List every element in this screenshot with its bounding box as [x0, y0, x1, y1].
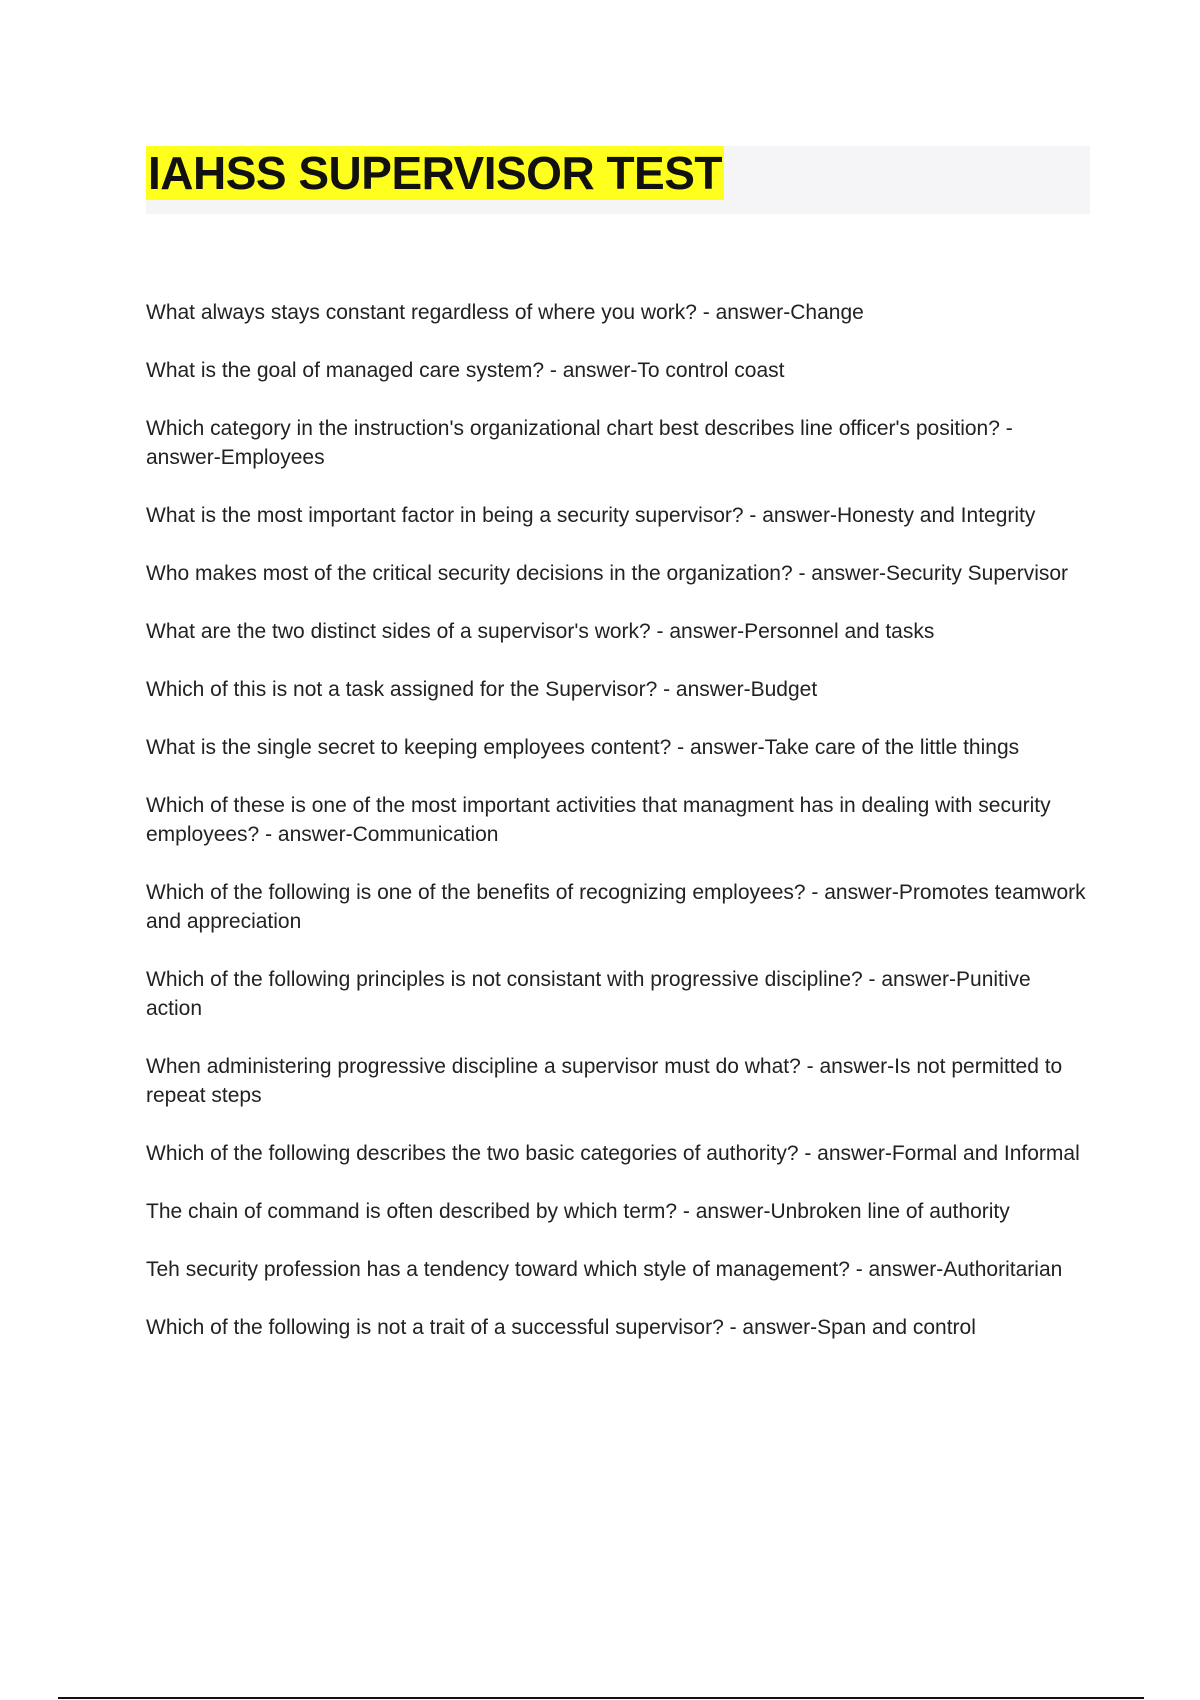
list-item: Which category in the instruction's organizational chart best describes line officer's position? - answer-Employees — [146, 417, 1013, 469]
list-item: When administering progressive discipline a supervisor must do what? - answer-Is not permitted to repeat steps — [146, 1055, 1063, 1107]
list-item: What is the most important factor in being a security supervisor? - answer-Honesty and Integrity — [146, 504, 1036, 527]
list-item: Teh security profession has a tendency toward which style of management? - answer-Authoritarian — [146, 1258, 1063, 1281]
page-title: IAHSS SUPERVISOR TEST — [148, 147, 723, 199]
question-answer-list — [146, 298, 1092, 1371]
list-item: What is the goal of managed care system? - answer-To control coast — [146, 359, 785, 382]
list-item: What always stays constant regardless of where you work? - answer-Change — [146, 301, 864, 324]
list-item: Who makes most of the critical security decisions in the organization? - answer-Security Supervisor — [146, 562, 1069, 585]
list-item: The chain of command is often described by which term? - answer-Unbroken line of authority — [146, 1200, 1010, 1223]
footer-divider — [58, 1697, 1144, 1699]
list-item: Which of these is one of the most important activities that managment has in dealing with security employees? - answer-Communication — [146, 794, 1051, 846]
list-item: Which of the following is one of the benefits of recognizing employees? - answer-Promotes teamwork and appreciation — [146, 881, 1086, 933]
list-item: Which of the following is not a trait of a successful supervisor? - answer-Span and control — [146, 1316, 976, 1339]
list-item: What are the two distinct sides of a supervisor's work? - answer-Personnel and tasks — [146, 620, 935, 643]
list-item: What is the single secret to keeping employees content? - answer-Take care of the little things — [146, 736, 1020, 759]
list-item: Which of this is not a task assigned for the Supervisor? - answer-Budget — [146, 678, 818, 701]
list-item: Which of the following principles is not consistant with progressive discipline? - answer-Punitive action — [146, 968, 1031, 1020]
list-item: Which of the following describes the two basic categories of authority? - answer-Formal and Informal — [146, 1142, 1080, 1165]
